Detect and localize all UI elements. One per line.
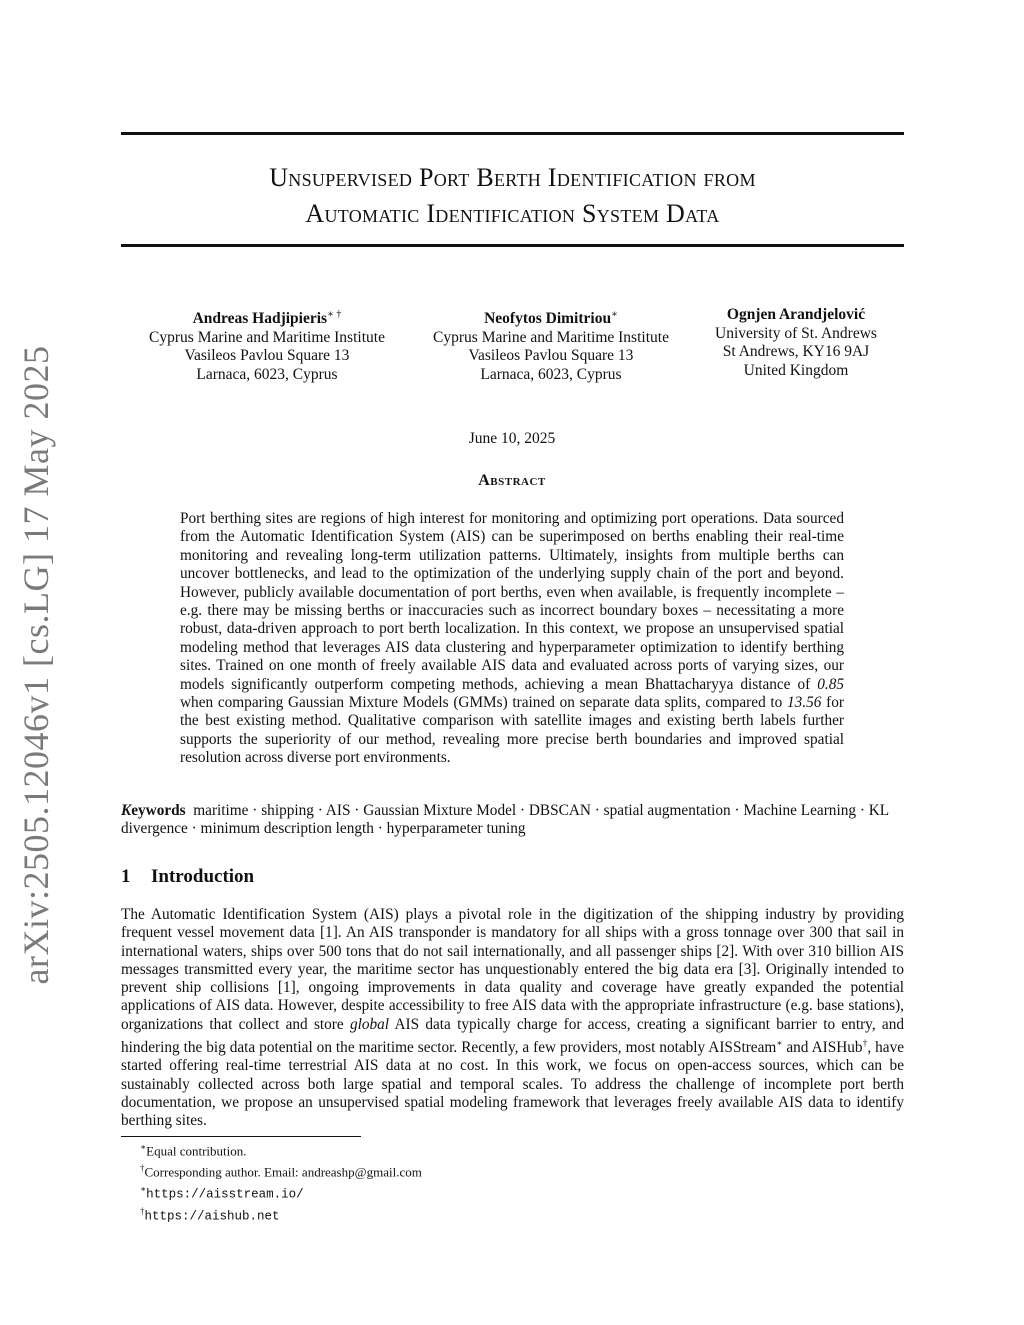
abstract-segment: for the best existing method. Qualitative comparison with satellite images and existing berth labels further supports the superiority of our method, revealing more precise berth boundaries and improved spatial resolution across diverse port environments.: [180, 694, 844, 767]
author-2: [433, 306, 669, 384]
arxiv-identifier-stamp: arXiv:2505.12046v1 [cs.LG] 17 May 2025: [16, 345, 56, 985]
title-line-2: Automatic Identification System Data: [305, 199, 720, 228]
footnotes: [140, 1139, 422, 1226]
author-affiliation: Cyprus Marine and Maritime Institute: [433, 328, 669, 346]
footnote-aisstream-url: [140, 1181, 422, 1204]
footnote-mark: †: [140, 1162, 145, 1173]
author-marks: ∗: [611, 309, 618, 320]
intro-segment: AIS data typically charge for access, creating a significant barrier to entry, and hindering the big data potential on the maritime sector. Recently, a few providers, most notably AISStream: [121, 1015, 904, 1057]
keywords-label: [121, 802, 186, 819]
abstract-metric-baseline: 13.56: [787, 694, 822, 712]
footnote-corresponding-author: [140, 1160, 422, 1181]
footnote-divider: [121, 1136, 361, 1137]
author-affiliation: Cyprus Marine and Maritime Institute: [149, 328, 385, 346]
keywords-label-rest: eywords: [131, 802, 186, 819]
author-3: [715, 306, 877, 380]
introduction-paragraph: [121, 906, 904, 1131]
abstract-text: [180, 510, 844, 768]
footnote-ref[interactable]: ∗: [776, 1038, 783, 1049]
title-bottom-rule: [121, 244, 904, 247]
title-line-1: Unsupervised Port Berth Identification from: [269, 163, 756, 192]
footnote-text: Equal contribution.: [146, 1143, 247, 1159]
author-address-line-1: Vasileos Pavlou Square 13: [184, 347, 350, 365]
abstract-segment: when comparing Gaussian Mixture Models (GMMs) trained on separate data splits, compared to: [180, 694, 788, 712]
footnote-link[interactable]: https://aisstream.io/: [146, 1186, 304, 1201]
intro-segment: , have started offering real-time terrestrial AIS data at no cost. In this work, we focus on open-access sources, which can be sustainably collected across both large spatial and temporal scales. To address the challenge of incomplete port berth documentation, we propose an unsupervised spatial modeling framework that leverages freely available AIS data to identify berthing sites.: [121, 1039, 905, 1130]
author-address-line-1: Vasileos Pavlou Square 13: [468, 347, 634, 365]
author-address-line-2: Larnaca, 6023, Cyprus: [196, 365, 338, 383]
footnote-equal-contribution: [140, 1139, 422, 1160]
footnote-link[interactable]: https://aishub.net: [144, 1209, 280, 1224]
section-title: Introduction: [151, 866, 255, 887]
author-address-line-2: United Kingdom: [743, 361, 849, 379]
abstract-metric-ours: 0.85: [817, 675, 844, 693]
footnote-mark: †: [140, 1206, 145, 1217]
abstract-segment: Port berthing sites are regions of high interest for monitoring and optimizing port operations. Data sourced from the Automatic Identification System (AIS) can be superimposed on berths enabling their real-time monitoring and revealing long-term utilization patterns. Ultimately, insights from multiple berths can uncover bottlenecks, and lead to the optimization of the underlying supply chain of the port and beyond. However, publicly available documentation of port berths, even when available, is frequently incomplete – e.g. there may be missing berths or inaccuracies such as incorrect boundary boxes – necessitating a more robust, data-driven approach to port berth localization. In this context, we propose an unsupervised spatial modeling method that leverages AIS data clustering and hyperparameter optimization to identify berthing sites. Trained on one month of freely available AIS data and evaluated across ports of varying sizes, our models significantly outperform competing methods, achieving a mean Bhattacharyya distance of: [180, 510, 844, 693]
author-affiliation: University of St. Andrews: [715, 324, 877, 342]
intro-segment: and AISHub: [782, 1039, 863, 1057]
author-name: Neofytos Dimitriou: [484, 310, 612, 328]
footnote-text[interactable]: Corresponding author. Email: andreashp@gmail.com: [144, 1164, 422, 1180]
section-heading-introduction: [121, 866, 254, 888]
footnote-mark: ∗: [140, 1183, 147, 1194]
footnote-mark: ∗: [140, 1142, 147, 1152]
author-marks: ∗ †: [327, 309, 342, 320]
keywords-label-initial: K: [121, 802, 132, 819]
footnote-ref[interactable]: †: [862, 1038, 868, 1049]
keywords: [121, 802, 904, 839]
title-top-rule: [121, 132, 904, 135]
footnote-aishub-url: [140, 1203, 422, 1226]
section-number: 1: [121, 866, 131, 887]
author-1: [149, 306, 385, 384]
author-name: Andreas Hadjipieris: [192, 310, 328, 328]
publication-date: June 10, 2025: [468, 430, 556, 447]
author-address-line-2: Larnaca, 6023, Cyprus: [480, 365, 622, 383]
keywords-list: maritime · shipping · AIS · Gaussian Mixture Model · DBSCAN · spatial augmentation · Machine Learning · KL divergence · minimum description length · hyperparameter tuning: [121, 802, 889, 838]
author-address-line-1: St Andrews, KY16 9AJ: [722, 343, 870, 360]
intro-segment: The Automatic Identification System (AIS) plays a pivotal role in the digitization of the shipping industry by providing frequent vessel movement data [1]. An AIS transponder is mandatory for all ships with a gross tonnage over 300 that sail in international waters, ships over 500 tons that do not sail internationally, and all passenger ships [2]. With over 310 billion AIS messages transmitted every year, the maritime sector has unquestionably entered the big data era [3]. Originally intended to prevent ship collisions [1], ongoing improvements in data quality and coverage have greatly expanded the potential applications of AIS data. However, despite accessibility to free AIS data with the appropriate infrastructure (e.g. base stations), organizations that collect and store: [121, 906, 904, 1033]
paper-title: [121, 160, 904, 232]
abstract-heading: Abstract: [478, 472, 546, 489]
author-name: Ognjen Arandjelović: [726, 306, 866, 323]
intro-emphasis: global: [349, 1015, 390, 1033]
